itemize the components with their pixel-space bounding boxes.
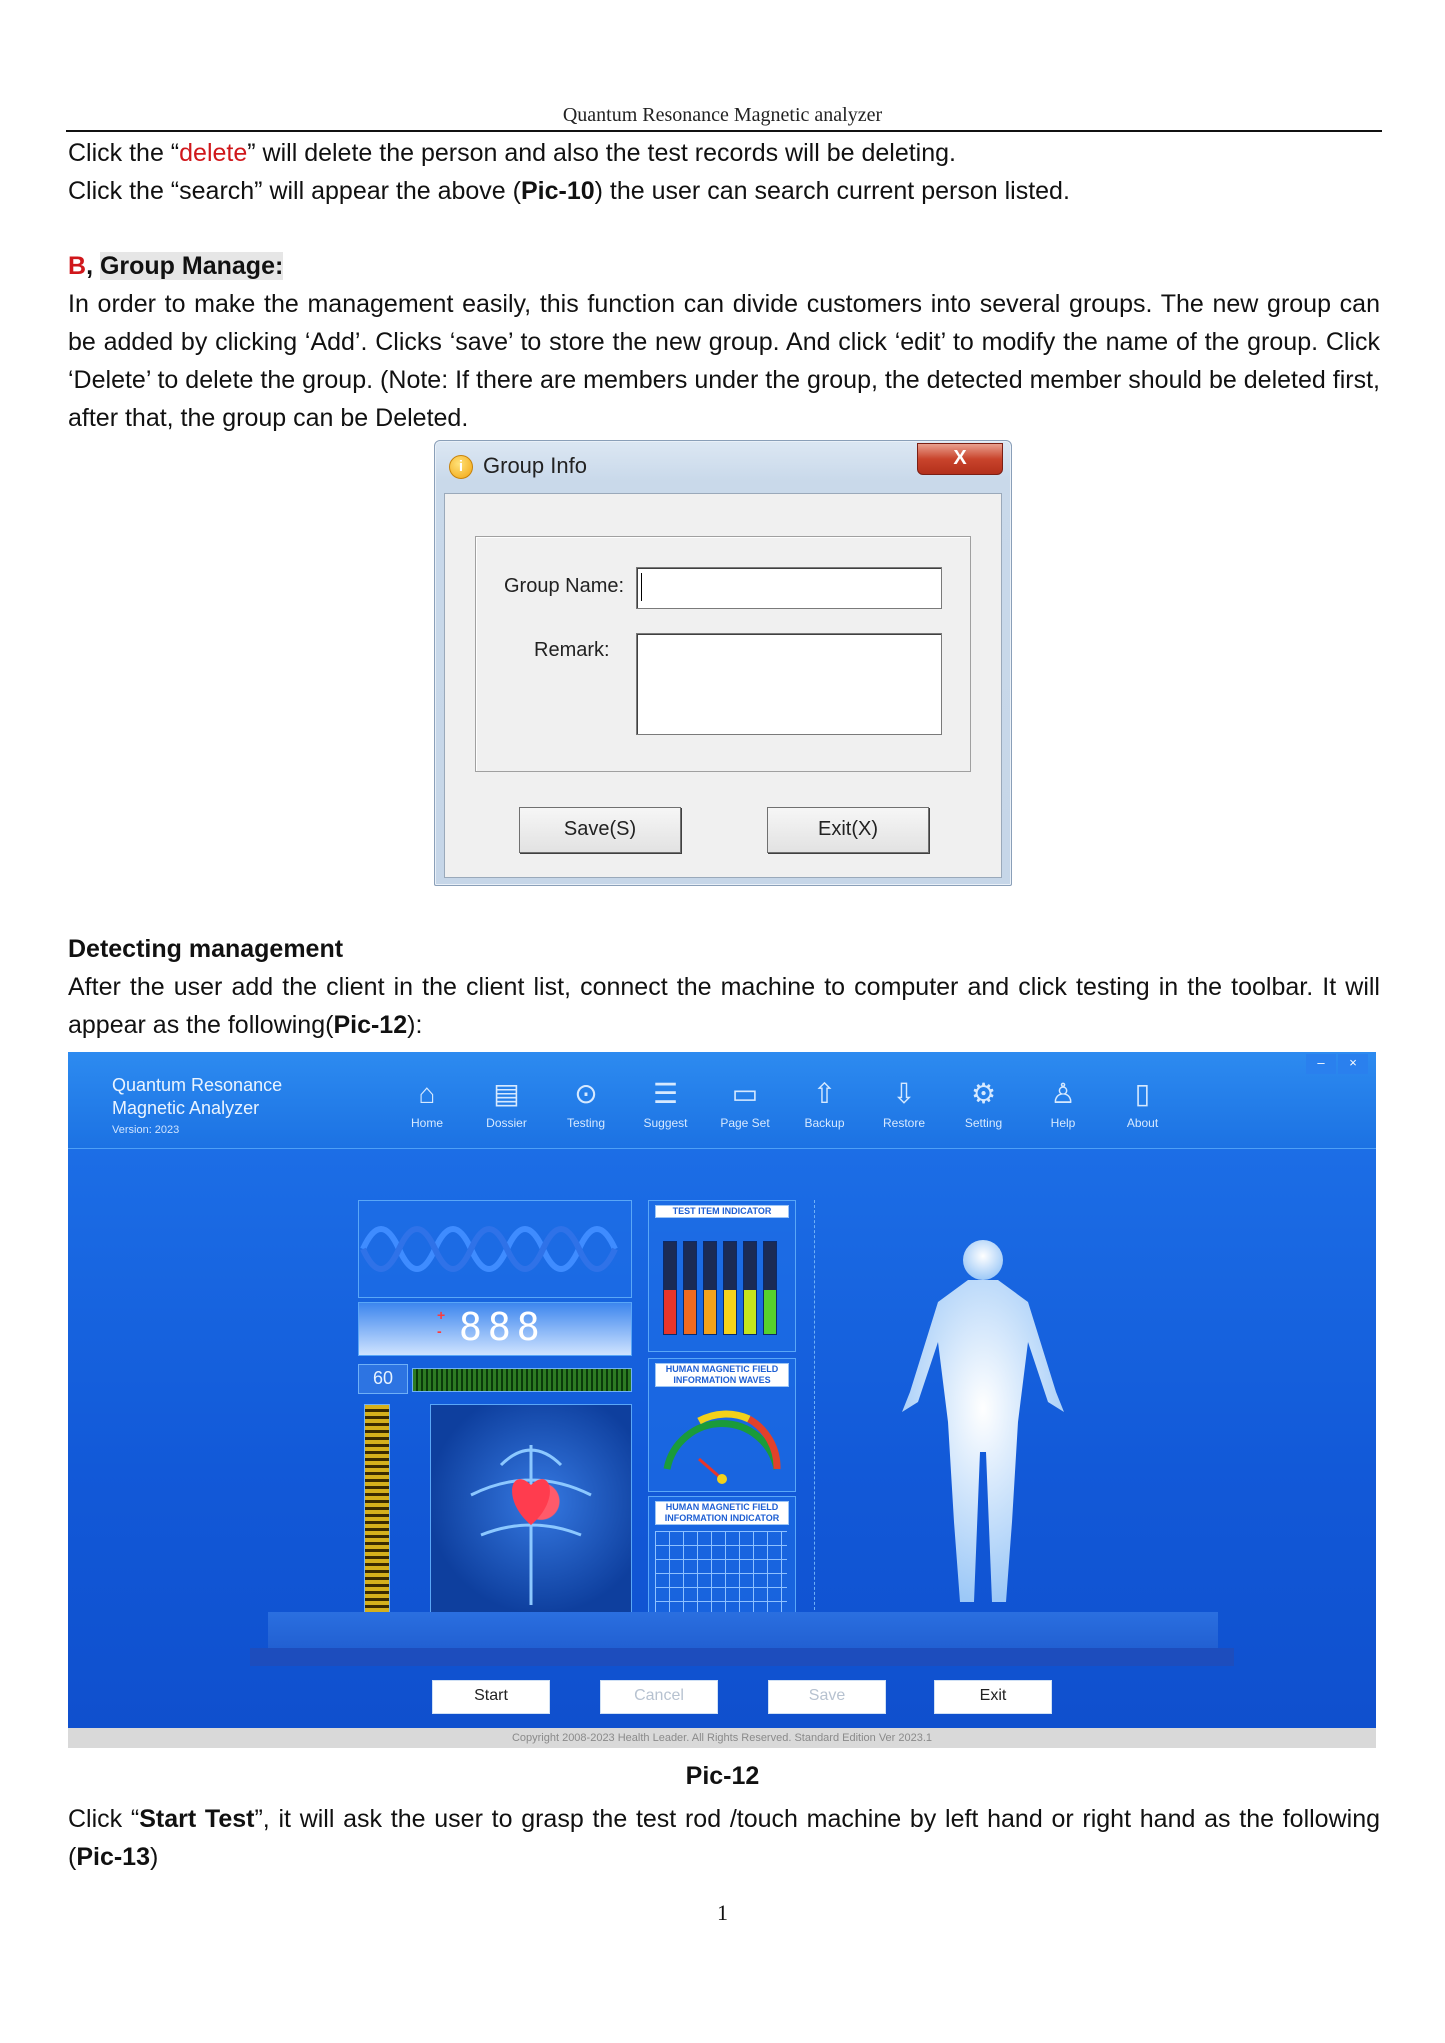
home-icon: ⌂ — [418, 1078, 436, 1109]
help-icon: ♙ — [1050, 1078, 1076, 1109]
group-info-dialog — [434, 440, 1012, 886]
gauge-icon — [649, 1359, 795, 1491]
cancel-button[interactable]: Cancel — [600, 1680, 718, 1714]
save-button[interactable]: Save(S) — [519, 807, 681, 853]
page-number: 1 — [717, 1900, 728, 1925]
running-header: Quantum Resonance Magnetic analyzer — [562, 104, 883, 126]
anatomy-image — [430, 1404, 632, 1620]
indicator-bar — [703, 1241, 717, 1335]
minimize-button[interactable]: – — [1306, 1054, 1336, 1074]
toolbar-item-dossier[interactable] — [472, 1074, 542, 1134]
backup-icon: ⇧ — [812, 1078, 837, 1109]
close-window-button[interactable]: × — [1338, 1054, 1368, 1074]
exit-app-button[interactable]: Exit — [934, 1680, 1052, 1714]
page-set-icon: ▭ — [731, 1078, 759, 1109]
close-button[interactable]: X — [917, 443, 1003, 475]
digit-display — [358, 1302, 632, 1356]
group-name-label: Group Name: — [504, 575, 625, 597]
paragraph-start-test — [68, 1800, 1380, 1876]
delete-keyword: delete — [179, 139, 248, 167]
indicator-title: TEST ITEM INDICATOR — [655, 1205, 789, 1218]
analyzer-app-window — [68, 1052, 1376, 1748]
counter-display: 60 — [358, 1364, 408, 1394]
text: ) the user can search current person listed. — [594, 177, 1070, 205]
paragraph-group-manage: In order to make the management easily, this function can divide customers into several groups. The new group can be added by clicking ‘Add’. Clicks ‘save’ to store the new group. And click ‘edit’ to modify the name of the group. Click ‘Delete’ to delete the group. (Note: If there are members under the group, the detected member should be deleted first, after that, the group can be Deleted. — [68, 290, 1380, 432]
testing-icon: ⊙ — [574, 1078, 598, 1109]
paragraph-delete — [68, 134, 1380, 172]
heading-detecting-management: Detecting management — [68, 935, 344, 963]
information-waves-panel — [648, 1358, 796, 1492]
paragraph-detecting — [68, 968, 1380, 1044]
toolbar-item-about[interactable] — [1108, 1074, 1178, 1134]
heart-icon — [431, 1405, 631, 1619]
text: Click the “search” will appear the above ( — [68, 177, 521, 205]
dna-icon — [359, 1201, 631, 1297]
section-heading-group-manage — [68, 247, 1380, 285]
start-test-keyword: Start Test — [139, 1805, 255, 1833]
toolbar-label: Dossier — [486, 1116, 527, 1130]
digit-readout: 888 — [459, 1305, 546, 1349]
toolbar-label: Help — [1050, 1116, 1076, 1130]
text-caret — [641, 573, 642, 601]
text: , — [86, 252, 100, 280]
pic-ref: Pic-12 — [333, 1011, 408, 1039]
info-icon: i — [449, 455, 473, 479]
toolbar-label: Setting — [964, 1116, 1003, 1130]
toolbar-label: Backup — [804, 1116, 845, 1130]
toolbar-item-page-set[interactable] — [710, 1074, 780, 1134]
toolbar-item-restore[interactable] — [869, 1074, 939, 1134]
suggest-icon: ☰ — [652, 1078, 679, 1109]
toolbar-item-home[interactable] — [392, 1074, 462, 1134]
toolbar-label: Testing — [566, 1116, 606, 1130]
indicator-bar — [763, 1241, 777, 1335]
start-button[interactable]: Start — [432, 1680, 550, 1714]
dialog-title: Group Info — [483, 453, 587, 478]
group-name-input[interactable] — [636, 567, 942, 609]
dna-display — [358, 1200, 632, 1298]
about-icon: ▯ — [1134, 1078, 1151, 1109]
app-version: Version: 2023 — [112, 1124, 180, 1136]
toolbar-item-backup[interactable] — [790, 1074, 860, 1134]
field-grid — [655, 1531, 787, 1613]
indicator-bar — [663, 1241, 677, 1335]
sign-indicator: + - — [437, 1307, 446, 1339]
remark-input[interactable] — [636, 633, 942, 735]
restore-icon: ⇩ — [892, 1078, 916, 1109]
dialog-body — [444, 493, 1002, 878]
information-indicator-panel — [648, 1496, 796, 1620]
brand-line: Quantum Resonance — [112, 1075, 283, 1095]
stage — [268, 1612, 1218, 1648]
group-box — [475, 536, 971, 772]
field-title: HUMAN MAGNETIC FIELD INFORMATION INDICATOR — [655, 1501, 789, 1525]
text: ) — [150, 1843, 159, 1871]
setting-icon: ⚙ — [970, 1078, 997, 1109]
test-item-indicator-panel — [648, 1200, 796, 1352]
app-header — [68, 1052, 1376, 1149]
text: Click the “ — [68, 139, 180, 167]
remark-label: Remark: — [534, 639, 610, 661]
progress-strip — [412, 1368, 632, 1392]
text: ” will delete the person and also the test records will be deleting. — [247, 139, 956, 167]
app-brand — [112, 1074, 282, 1120]
stage-edge — [250, 1648, 1234, 1666]
toolbar-label: Restore — [882, 1116, 926, 1130]
section-letter: B — [68, 252, 87, 280]
save-test-button[interactable]: Save — [768, 1680, 886, 1714]
indicator-bar — [743, 1241, 757, 1335]
header-rule — [66, 130, 1382, 132]
text: After the user add the client in the client list, connect the machine to computer and click testing in the toolbar. It will appear as the following( — [68, 973, 1380, 1039]
scale-line — [814, 1200, 816, 1620]
toolbar-label: Home — [410, 1116, 443, 1130]
toolbar-label: About — [1126, 1116, 1159, 1130]
indicator-bar — [683, 1241, 697, 1335]
pic-ref: Pic-13 — [76, 1843, 150, 1871]
section-title: Group Manage: — [99, 252, 284, 280]
toolbar-label: Suggest — [643, 1116, 688, 1130]
copyright-bar: Copyright 2008-2023 Health Leader. All Rights Reserved. Standard Edition Ver 2023.1 — [68, 1728, 1376, 1748]
waves-title: HUMAN MAGNETIC FIELD INFORMATION WAVES — [655, 1363, 789, 1387]
toolbar-item-help[interactable] — [1028, 1074, 1098, 1134]
toolbar-item-setting[interactable] — [949, 1074, 1019, 1134]
text: ”, it will ask the user to grasp the test rod /touch machine by left hand or right hand as the following ( — [68, 1805, 1381, 1871]
text: Click “ — [68, 1805, 140, 1833]
pic-ref: Pic-10 — [520, 177, 595, 205]
toolbar-item-testing[interactable] — [551, 1074, 621, 1134]
exit-button[interactable]: Exit(X) — [767, 807, 929, 853]
brand-line: Magnetic Analyzer — [112, 1098, 260, 1118]
level-meter — [364, 1404, 390, 1620]
figure-caption: Pic-12 — [685, 1762, 760, 1790]
human-body-icon — [888, 1232, 1078, 1612]
toolbar-item-suggest[interactable] — [631, 1074, 701, 1134]
text: ): — [407, 1011, 423, 1039]
paragraph-search — [68, 172, 1380, 210]
dossier-icon: ▤ — [493, 1078, 520, 1109]
toolbar-label: Page Set — [720, 1116, 770, 1130]
indicator-bar — [723, 1241, 737, 1335]
